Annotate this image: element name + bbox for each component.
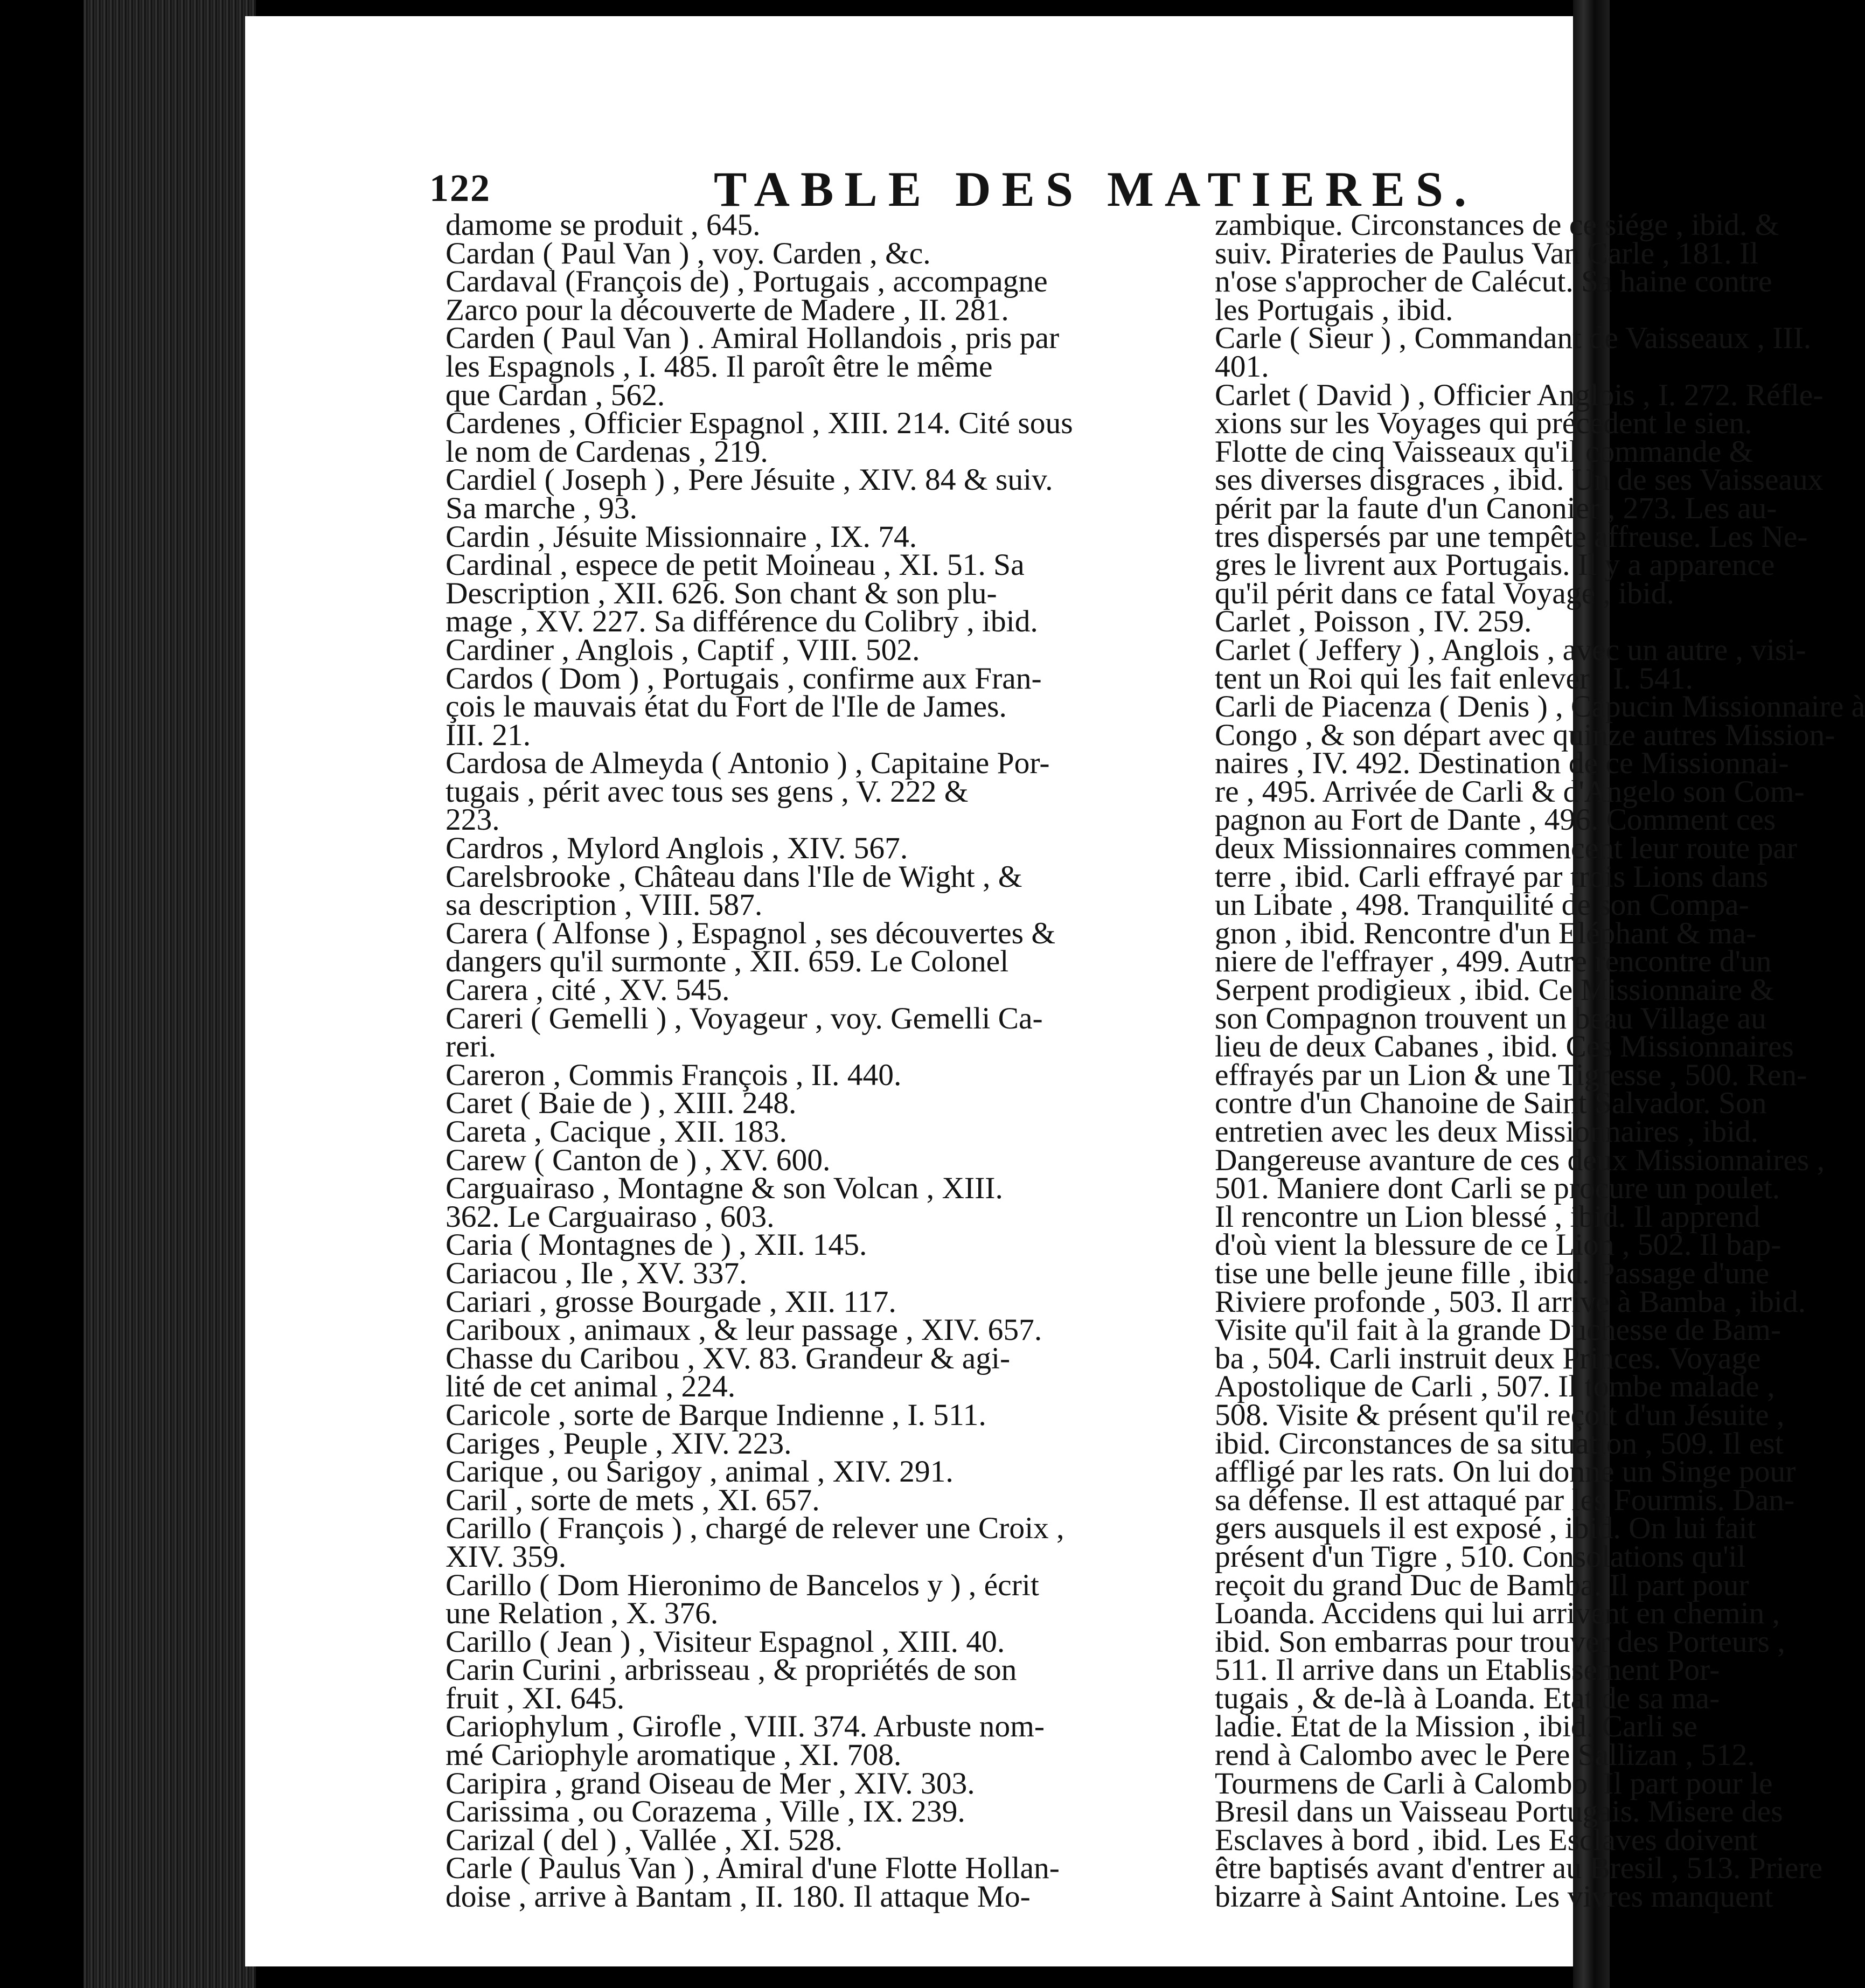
index-line: lieu de deux Cabanes , ibid. Ces Missionnaires [1215, 1030, 1794, 1064]
index-line: Caricole , sorte de Barque Indienne , I. 511. [446, 1398, 986, 1432]
index-line: 508. Visite & présent qu'il reçoit d'un Jésuite , [1215, 1398, 1785, 1432]
index-line: Cardosa de Almeyda ( Antonio ) , Capitaine Por- [446, 746, 1050, 781]
index-line: niere de l'effrayer , 499. Autre rencontre d'un [1215, 944, 1772, 979]
page-number: 122 [429, 166, 491, 210]
index-line: tent un Roi qui les fait enlever , I. 541. [1215, 661, 1693, 696]
index-line: être baptisés avant d'entrer au Bresil , 513. Priere [1215, 1851, 1823, 1886]
index-line: périt par la faute d'un Canonier , 273. Les au- [1215, 491, 1777, 525]
index-line: Description , XII. 626. Son chant & son plu- [446, 576, 997, 610]
index-line: gnon , ibid. Rencontre d'un Eléphant & ma- [1215, 916, 1757, 950]
index-line: Caril , sorte de mets , XI. 657. [446, 1483, 820, 1517]
index-line: Esclaves à bord , ibid. Les Esclaves doivent [1215, 1823, 1758, 1857]
index-line: Tourmens de Carli à Calombo. Il part pour le [1215, 1766, 1773, 1801]
index-line: damome se produit , 645. [446, 208, 761, 242]
index-line: deux Missionnaires commencent leur route par [1215, 831, 1797, 866]
index-line: Carique , ou Sarigoy , animal , XIV. 291. [446, 1455, 954, 1489]
index-line: pagnon au Fort de Dante , 496. Comment ces [1215, 803, 1776, 837]
index-line: Carli de Piacenza ( Denis ) , Capucin Missionnaire à [1215, 690, 1865, 724]
index-line: dangers qu'il surmonte , XII. 659. Le Colonel [446, 944, 1009, 979]
index-line: Il rencontre un Lion blessé , ibid. Il apprend [1215, 1199, 1760, 1234]
index-line: effrayés par un Lion & une Tigresse , 500. Ren- [1215, 1058, 1807, 1092]
index-line: Cariges , Peuple , XIV. 223. [446, 1426, 792, 1461]
index-line: ses diverses disgraces , ibid. Un de ses Vaisseaux [1215, 463, 1824, 497]
index-line: Cardiel ( Joseph ) , Pere Jésuite , XIV. 84 & suiv. [446, 463, 1053, 497]
index-line: le nom de Cardenas , 219. [446, 434, 768, 469]
index-line: Carillo ( François ) , chargé de relever une Croix , [446, 1511, 1064, 1546]
index-line: Cardaval (François de) , Portugais , accompagne [446, 265, 1048, 299]
index-line: çois le mauvais état du Fort de l'Ile de James. [446, 690, 1007, 724]
index-line: rend à Calombo avec le Pere Sallizan , 512. [1215, 1738, 1755, 1772]
index-line: fruit , XI. 645. [446, 1681, 625, 1715]
index-line: Carillo ( Jean ) , Visiteur Espagnol , XIII. 40. [446, 1624, 1005, 1659]
index-line: entretien avec les deux Missionnaires , ibid. [1215, 1115, 1759, 1149]
book-page [245, 16, 1865, 1966]
index-line: suiv. Pirateries de Paulus Van Carle , 181. Il [1215, 236, 1759, 270]
index-line: xions sur les Voyages qui précedent le sien. [1215, 406, 1752, 441]
index-line: Cardos ( Dom ) , Portugais , confirme aux Fran- [446, 661, 1042, 696]
index-line: Carera , cité , XV. 545. [446, 973, 730, 1007]
index-line: Sa marche , 93. [446, 491, 638, 525]
index-line: les Espagnols , I. 485. Il paroît être le même [446, 349, 993, 384]
index-line: Carelsbrooke , Château dans l'Ile de Wight , & [446, 859, 1022, 894]
right-column [1215, 208, 1865, 1914]
index-line: Carle ( Sieur ) , Commandant de Vaisseaux , III. [1215, 321, 1812, 356]
index-line: Cardros , Mylord Anglois , XIV. 567. [446, 831, 908, 866]
index-line: lité de cet animal , 224. [446, 1370, 736, 1404]
index-line: XIV. 359. [446, 1539, 567, 1574]
index-line: Caret ( Baie de ) , XIII. 248. [446, 1086, 797, 1121]
index-line: Carizal ( del ) , Vallée , XI. 528. [446, 1823, 843, 1857]
index-line: présent d'un Tigre , 510. Consolations qu'il [1215, 1539, 1746, 1574]
running-title: TABLE DES MATIERES. [714, 162, 1477, 217]
index-line: Carlet ( David ) , Officier Anglois , I. 272. Réfle- [1215, 378, 1824, 412]
index-line: reri. [446, 1030, 497, 1064]
index-line: Carew ( Canton de ) , XV. 600. [446, 1143, 831, 1177]
index-line: n'ose s'approcher de Calécut. Sa haine contre [1215, 265, 1772, 299]
index-line: ibid. Circonstances de sa situation , 509. Il est [1215, 1426, 1784, 1461]
index-line: tugais , & de-là à Loanda. Etat de sa ma- [1215, 1681, 1720, 1715]
index-line: Chasse du Caribou , XV. 83. Grandeur & agi- [446, 1341, 1011, 1375]
index-line: Zarco pour la découverte de Madere , II. 281. [446, 293, 1009, 327]
index-line: terre , ibid. Carli effrayé par trois Lions dans [1215, 859, 1769, 894]
index-line: Cardan ( Paul Van ) , voy. Carden , &c. [446, 236, 931, 270]
index-line: 501. Maniere dont Carli se procure un poulet. [1215, 1171, 1780, 1206]
index-line: Cariari , grosse Bourgade , XII. 117. [446, 1284, 896, 1319]
index-line: gres le livrent aux Portugais. Il y a apparence [1215, 548, 1775, 582]
index-line: Carle ( Paulus Van ) , Amiral d'une Flotte Hollan- [446, 1851, 1060, 1886]
index-line: Apostolique de Carli , 507. Il tombe malade , [1215, 1370, 1775, 1404]
index-line: que Cardan , 562. [446, 378, 665, 412]
index-line: Carissima , ou Corazema , Ville , IX. 239. [446, 1795, 965, 1829]
index-line: 511. Il arrive dans un Etablissement Por- [1215, 1653, 1720, 1687]
index-line: sa défense. Il est attaqué par les Fourmis. Dan- [1215, 1483, 1795, 1517]
index-line: tugais , périt avec tous ses gens , V. 222 & [446, 774, 969, 809]
left-column [446, 208, 1210, 1914]
index-line: III. 21. [446, 718, 531, 752]
index-line: les Portugais , ibid. [1215, 293, 1453, 327]
scan-background-left [0, 0, 86, 1988]
index-line: sa description , VIII. 587. [446, 888, 763, 922]
index-line: 223. [446, 803, 500, 837]
index-line: affligé par les rats. On lui donne un Singe pour [1215, 1455, 1796, 1489]
index-line: Cardiner , Anglois , Captif , VIII. 502. [446, 632, 920, 667]
index-line: Carillo ( Dom Hieronimo de Bancelos y ) , écrit [446, 1568, 1039, 1602]
index-line: tise une belle jeune fille , ibid. Passage d'une [1215, 1256, 1770, 1290]
index-line: tres dispersés par une tempête affreuse. Les Ne- [1215, 519, 1808, 554]
index-line: un Libate , 498. Tranquilité de son Compa- [1215, 888, 1749, 922]
index-line: Cariophylum , Girofle , VIII. 374. Arbuste nom- [446, 1709, 1045, 1744]
index-line: Cariacou , Ile , XV. 337. [446, 1256, 747, 1290]
index-line: Serpent prodigieux , ibid. Ce Missionnaire & [1215, 973, 1774, 1007]
index-line: Caria ( Montagnes de ) , XII. 145. [446, 1228, 867, 1262]
index-line: ba , 504. Carli instruit deux Princes. Voyage [1215, 1341, 1761, 1375]
index-line: Carlet ( Jeffery ) , Anglois , avec un autre , visi- [1215, 632, 1806, 667]
index-line: Carguairaso , Montagne & son Volcan , XIII. [446, 1171, 1003, 1206]
index-line: gers ausquels il est exposé , ibid. On lui fait [1215, 1511, 1756, 1546]
index-line: Careta , Cacique , XII. 183. [446, 1115, 787, 1149]
index-line: Congo , & son départ avec quinze autres Mission- [1215, 718, 1835, 752]
index-line: re , 495. Arrivée de Carli & d'Angelo son Com- [1215, 774, 1805, 809]
index-line: Riviere profonde , 503. Il arrive à Bamba , ibid. [1215, 1284, 1806, 1319]
index-line: Dangereuse avanture de ces deux Missionnaires , [1215, 1143, 1825, 1177]
index-line: Careri ( Gemelli ) , Voyageur , voy. Gemelli Ca- [446, 1001, 1043, 1035]
index-line: son Compagnon trouvent un beau Village au [1215, 1001, 1766, 1035]
index-line: Loanda. Accidens qui lui arrivent en chemin , [1215, 1596, 1780, 1631]
index-line: d'où vient la blessure de ce Lion , 502. Il bap- [1215, 1228, 1782, 1262]
index-line: bizarre à Saint Antoine. Les vivres manquent [1215, 1880, 1773, 1914]
index-line: qu'il périt dans ce fatal Voyage , ibid. [1215, 576, 1674, 610]
index-line: Carera ( Alfonse ) , Espagnol , ses découvertes & [446, 916, 1056, 950]
index-line: contre d'un Chanoine de Saint Salvador. Son [1215, 1086, 1767, 1121]
index-line: mage , XV. 227. Sa différence du Colibry , ibid. [446, 604, 1038, 639]
index-line: mé Cariophyle aromatique , XI. 708. [446, 1738, 902, 1772]
index-line: Bresil dans un Vaisseau Portugais. Misere des [1215, 1795, 1783, 1829]
index-line: 401. [1215, 349, 1269, 384]
index-line: doise , arrive à Bantam , II. 180. Il attaque Mo- [446, 1880, 1031, 1914]
index-line: zambique. Circonstances de ce siége , ibid. & [1215, 208, 1779, 242]
index-line: Flotte de cinq Vaisseaux qu'il commande & [1215, 434, 1753, 469]
index-line: Carlet , Poisson , IV. 259. [1215, 604, 1532, 639]
index-line: 362. Le Carguairaso , 603. [446, 1199, 775, 1234]
index-line: Caripira , grand Oiseau de Mer , XIV. 303. [446, 1766, 975, 1801]
index-line: une Relation , X. 376. [446, 1596, 719, 1631]
index-line: ibid. Son embarras pour trouver des Porteurs , [1215, 1624, 1785, 1659]
index-line: naires , IV. 492. Destination de ce Missionnai- [1215, 746, 1789, 781]
index-line: Cariboux , animaux , & leur passage , XIV. 657. [446, 1313, 1042, 1347]
index-line: Careron , Commis François , II. 440. [446, 1058, 902, 1092]
index-line: Carden ( Paul Van ) . Amiral Hollandois , pris par [446, 321, 1060, 356]
index-line: Cardin , Jésuite Missionnaire , IX. 74. [446, 519, 917, 554]
index-line: Cardinal , espece de petit Moineau , XI. 51. Sa [446, 548, 1025, 582]
index-line: ladie. Etat de la Mission , ibid. Carli se [1215, 1709, 1697, 1744]
index-line: Cardenes , Officier Espagnol , XIII. 214. Cité sous [446, 406, 1073, 441]
index-line: Visite qu'il fait à la grande Duchesse de Bam- [1215, 1313, 1782, 1347]
index-line: Carin Curini , arbrisseau , & propriétés de son [446, 1653, 1017, 1687]
book-page-edges [83, 0, 256, 1988]
index-line: reçoit du grand Duc de Bamba. Il part pour [1215, 1568, 1749, 1602]
